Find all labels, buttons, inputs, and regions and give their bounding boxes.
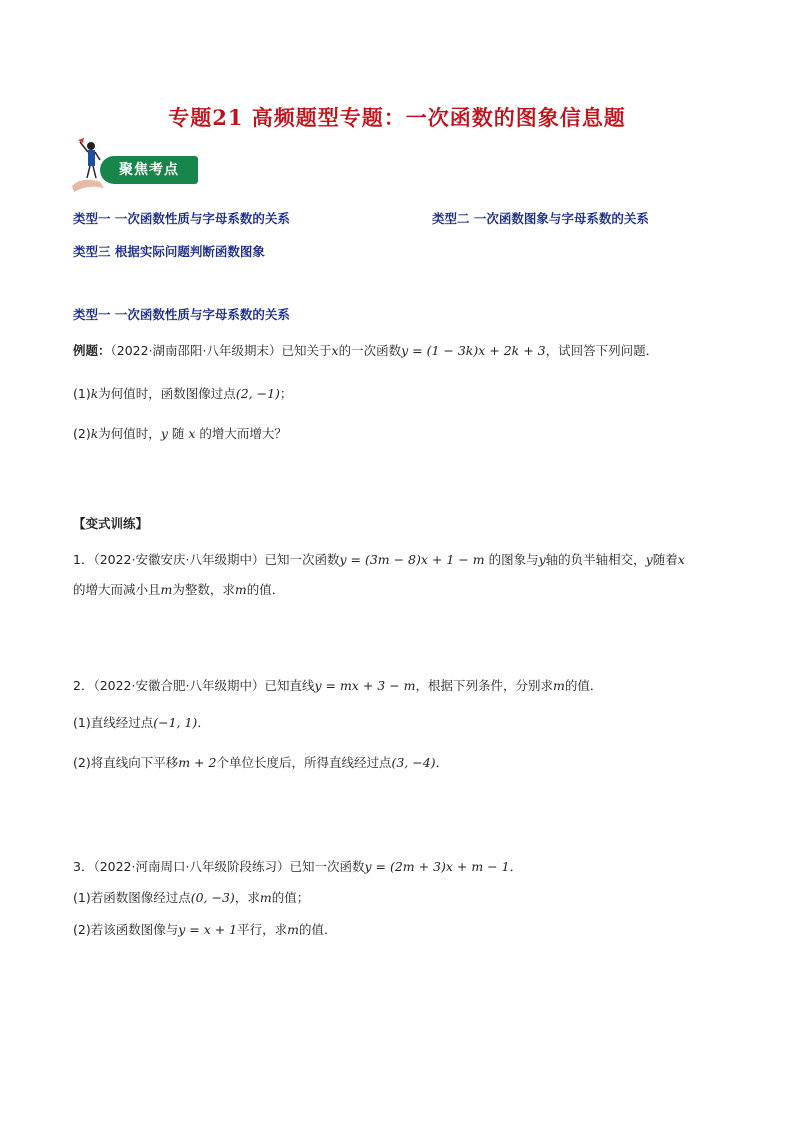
p1-text: 的增大而减小且 [73, 582, 161, 597]
q-num: (2) [73, 426, 91, 441]
var-y: y [645, 552, 653, 567]
var-m: m [160, 582, 173, 597]
p3-text: ． [509, 859, 523, 874]
page-title: 专题21 高频题型专题：一次函数的图象信息题 [168, 105, 626, 130]
p2-text: 的值． [564, 678, 603, 693]
problem-3-question-2 [73, 920, 337, 938]
var-y: y [538, 552, 546, 567]
q-end: ； [279, 386, 293, 401]
p2-text: 个单位长度后，所得直线经过点 [216, 755, 392, 770]
focus-badge-label: 聚焦考点 [100, 156, 198, 184]
p2-text: (2)将直线向下平移 [73, 755, 179, 770]
type-link-3[interactable]: 类型三 根据实际问题判断函数图象 [73, 244, 265, 259]
p3-text: (1)若函数图像经过点 [73, 890, 191, 905]
var-x: x [677, 552, 685, 567]
p1-text: 随着 [652, 552, 678, 567]
p3-text: 的值； [271, 890, 310, 905]
example-source: （2022·湖南邵阳·八年级期末）已知关于 [110, 343, 332, 358]
p3-formula: y = (2m + 3)x + m − 1 [364, 859, 510, 874]
problem-1-line-2 [73, 580, 284, 598]
p3-text: ，求 [234, 890, 260, 905]
type-link-2[interactable]: 类型二 一次函数图象与字母系数的关系 [432, 211, 649, 226]
p1-text: 轴的负半轴相交， [545, 552, 646, 567]
example-question-2 [73, 424, 287, 442]
p1-text: 的图象与 [484, 552, 539, 567]
p2-text: ，根据下列条件，分别求 [415, 678, 554, 693]
q-text: 为何值时，函数图像过点 [98, 386, 236, 401]
problem-2-line-1 [73, 676, 602, 694]
problem-1-line-1 [73, 550, 685, 568]
example-formula: y = (1 − 3k)x + 2k + 3 [401, 343, 546, 358]
type-link-1[interactable]: 类型一 一次函数性质与字母系数的关系 [73, 211, 290, 226]
q-mid: 随 [167, 426, 189, 441]
p2-text: (1)直线经过点 [73, 715, 154, 730]
var-m: m [287, 922, 299, 937]
point: (−1, 1) [153, 715, 198, 730]
var-m: m [259, 890, 272, 905]
p1-text: 的值． [246, 582, 285, 597]
q-end: 的增大而增大？ [195, 426, 287, 441]
p2-text: ． [435, 755, 449, 770]
p1-formula: y = (3m − 8)x + 1 − m [339, 552, 485, 567]
point: (0, −3) [190, 890, 235, 905]
example-line [73, 341, 658, 359]
problem-2-question-1 [73, 713, 210, 731]
example-mid: 的一次函数 [338, 343, 402, 358]
p1-text: 为整数，求 [172, 582, 235, 597]
p3-text: 的值． [299, 922, 337, 937]
var-k: k [90, 386, 99, 401]
example-question-1 [73, 384, 292, 402]
focus-badge [70, 138, 202, 196]
problem-3-question-1 [73, 888, 309, 906]
p3-formula: y = x + 1 [178, 922, 238, 937]
p2-formula: y = mx + 3 − m [314, 678, 416, 693]
p1-text: 1．（2022·安徽安庆·八年级期中）已知一次函数 [73, 552, 340, 567]
q-num: (1) [73, 386, 91, 401]
var-m: m [553, 678, 565, 693]
example-label: 例题： [73, 343, 111, 358]
p3-text: 平行，求 [237, 922, 288, 937]
point: (3, −4) [391, 755, 436, 770]
var-m: m [234, 582, 247, 597]
var-y: y [160, 426, 168, 441]
var-k: k [90, 426, 99, 441]
p3-text: (2)若该函数图像与 [73, 922, 179, 937]
p2-text: 2．（2022·安徽合肥·八年级期中）已知直线 [73, 678, 315, 693]
p2-expr: m + 2 [178, 755, 217, 770]
section-heading: 类型一 一次函数性质与字母系数的关系 [73, 307, 290, 322]
problem-3-line-1 [73, 857, 522, 875]
point: (2, −1) [235, 386, 280, 401]
var-x: x [331, 343, 339, 358]
var-x: x [188, 426, 196, 441]
q-text: 为何值时， [98, 426, 161, 441]
problem-2-question-2 [73, 753, 448, 771]
practice-heading: 【变式训练】 [73, 516, 149, 531]
p2-text: ． [197, 715, 210, 730]
example-end: ，试回答下列问题． [545, 343, 659, 358]
p3-text: 3．（2022·河南周口·八年级阶段练习）已知一次函数 [73, 859, 365, 874]
